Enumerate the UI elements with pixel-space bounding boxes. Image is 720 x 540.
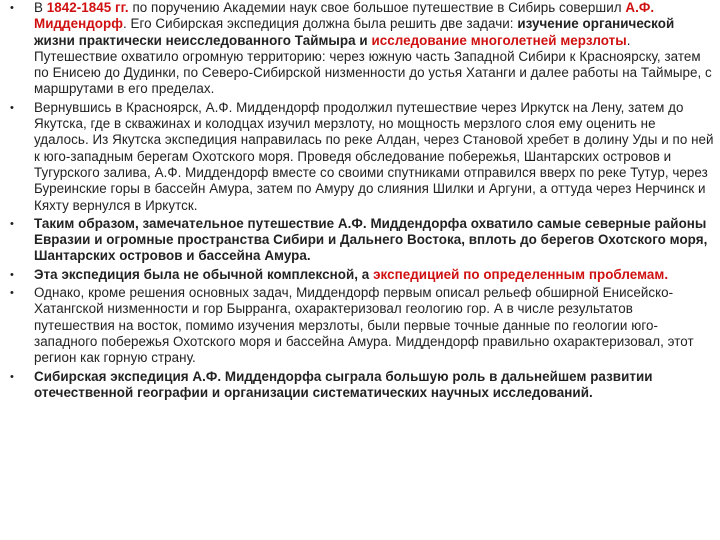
bullet-dot-icon: • bbox=[10, 101, 14, 114]
text-segment: по поручению Академии наук свое большое путешествие в Сибирь совершил bbox=[128, 0, 626, 15]
bold-conclusion: Сибирская экспедиция А.Ф. Миддендорфа сыграла большую роль в дальнейшем развитии отечественной географии и организации систематических научных исследований. bbox=[34, 368, 653, 400]
bullet-dot-icon: • bbox=[10, 287, 14, 300]
paragraph-4 bbox=[8, 267, 714, 283]
highlight-name: А.Ф. Миддендорф bbox=[34, 0, 655, 32]
paragraph-6 bbox=[8, 369, 714, 402]
highlight-dates: 1842-1845 гг. bbox=[46, 0, 129, 15]
bold-task: изучение органической жизни практически неисследованного Таймыра и bbox=[34, 16, 675, 48]
text-segment: Вернувшись в Красноярск, А.Ф. Миддендорф продолжил путешествие через Иркутск на Лену, затем до Якутска, где в скважинах и колодцах изучил мерзлоту, но мощность мерзлого слоя ему оценить не удалось. Из Якутска экспедиция направилась по реке Алдан, через Становой хребет в долину Уды и по ней к юго-западным берегам Охотского моря. Проведя обследование побережья, Шантарских островов и Тугурского залива, А.Ф. Миддендорф вместе со своими спутниками отправился вверх по реке Тутур, через Буреинские горы в бассейн Амура, затем по Амуру до слияния Шилки и Аргуни, а оттуда через Нерчинск и Кяхту вернулся в Иркутск. bbox=[34, 99, 714, 213]
bullet-list bbox=[8, 0, 714, 401]
bullet-dot-icon: • bbox=[10, 268, 14, 281]
bullet-dot-icon: • bbox=[10, 370, 14, 383]
text-segment: Однако, кроме решения основных задач, Миддендорф первым описал рельеф обширной Енисейско-Хатангской низменности и гор Бырранга, охарактеризовал геологию гор. А в числе результатов путешествия на восток, помимо изучения мерзлоты, были первые точные данные по геологии юго-западного побережья Охотского моря и бассейна Амура. Миддендорф правильно охарактеризовал, этот регион как горную страну. bbox=[34, 285, 694, 366]
bullet-dot-icon: • bbox=[10, 217, 14, 230]
paragraph-2 bbox=[8, 100, 714, 214]
text-segment: . Его Сибирская экспедиция должна была решить две задачи: bbox=[123, 16, 518, 32]
paragraph-5 bbox=[8, 285, 714, 366]
paragraph-1 bbox=[8, 0, 714, 98]
bold-summary: Таким образом, замечательное путешествие А.Ф. Миддендорфа охватило самые северные районы Евразии и огромные пространства Сибири и Дальнего Востока, вплоть до берегов Охотского моря, Шантарских островов и бассейна Амура. bbox=[34, 215, 708, 264]
highlight-permafrost: исследование многолетней мерзлоты bbox=[371, 32, 627, 48]
highlight-expedition-type: экспедицией по определенным проблемам. bbox=[373, 266, 669, 282]
paragraph-3 bbox=[8, 216, 714, 265]
text-segment: . Путешествие охватило огромную территорию: через южную часть Западной Сибири к Красноярску, затем по Енисею до Дудинки, по Северо-Сибирской низменности до устья Хатанги и далее работы на Таймыре, с маршрутами в его пределах. bbox=[34, 32, 712, 97]
bold-statement: Эта экспедиция была не обычной комплексной, а bbox=[34, 266, 374, 282]
text-segment: В bbox=[34, 0, 47, 15]
bullet-dot-icon: • bbox=[10, 2, 14, 14]
